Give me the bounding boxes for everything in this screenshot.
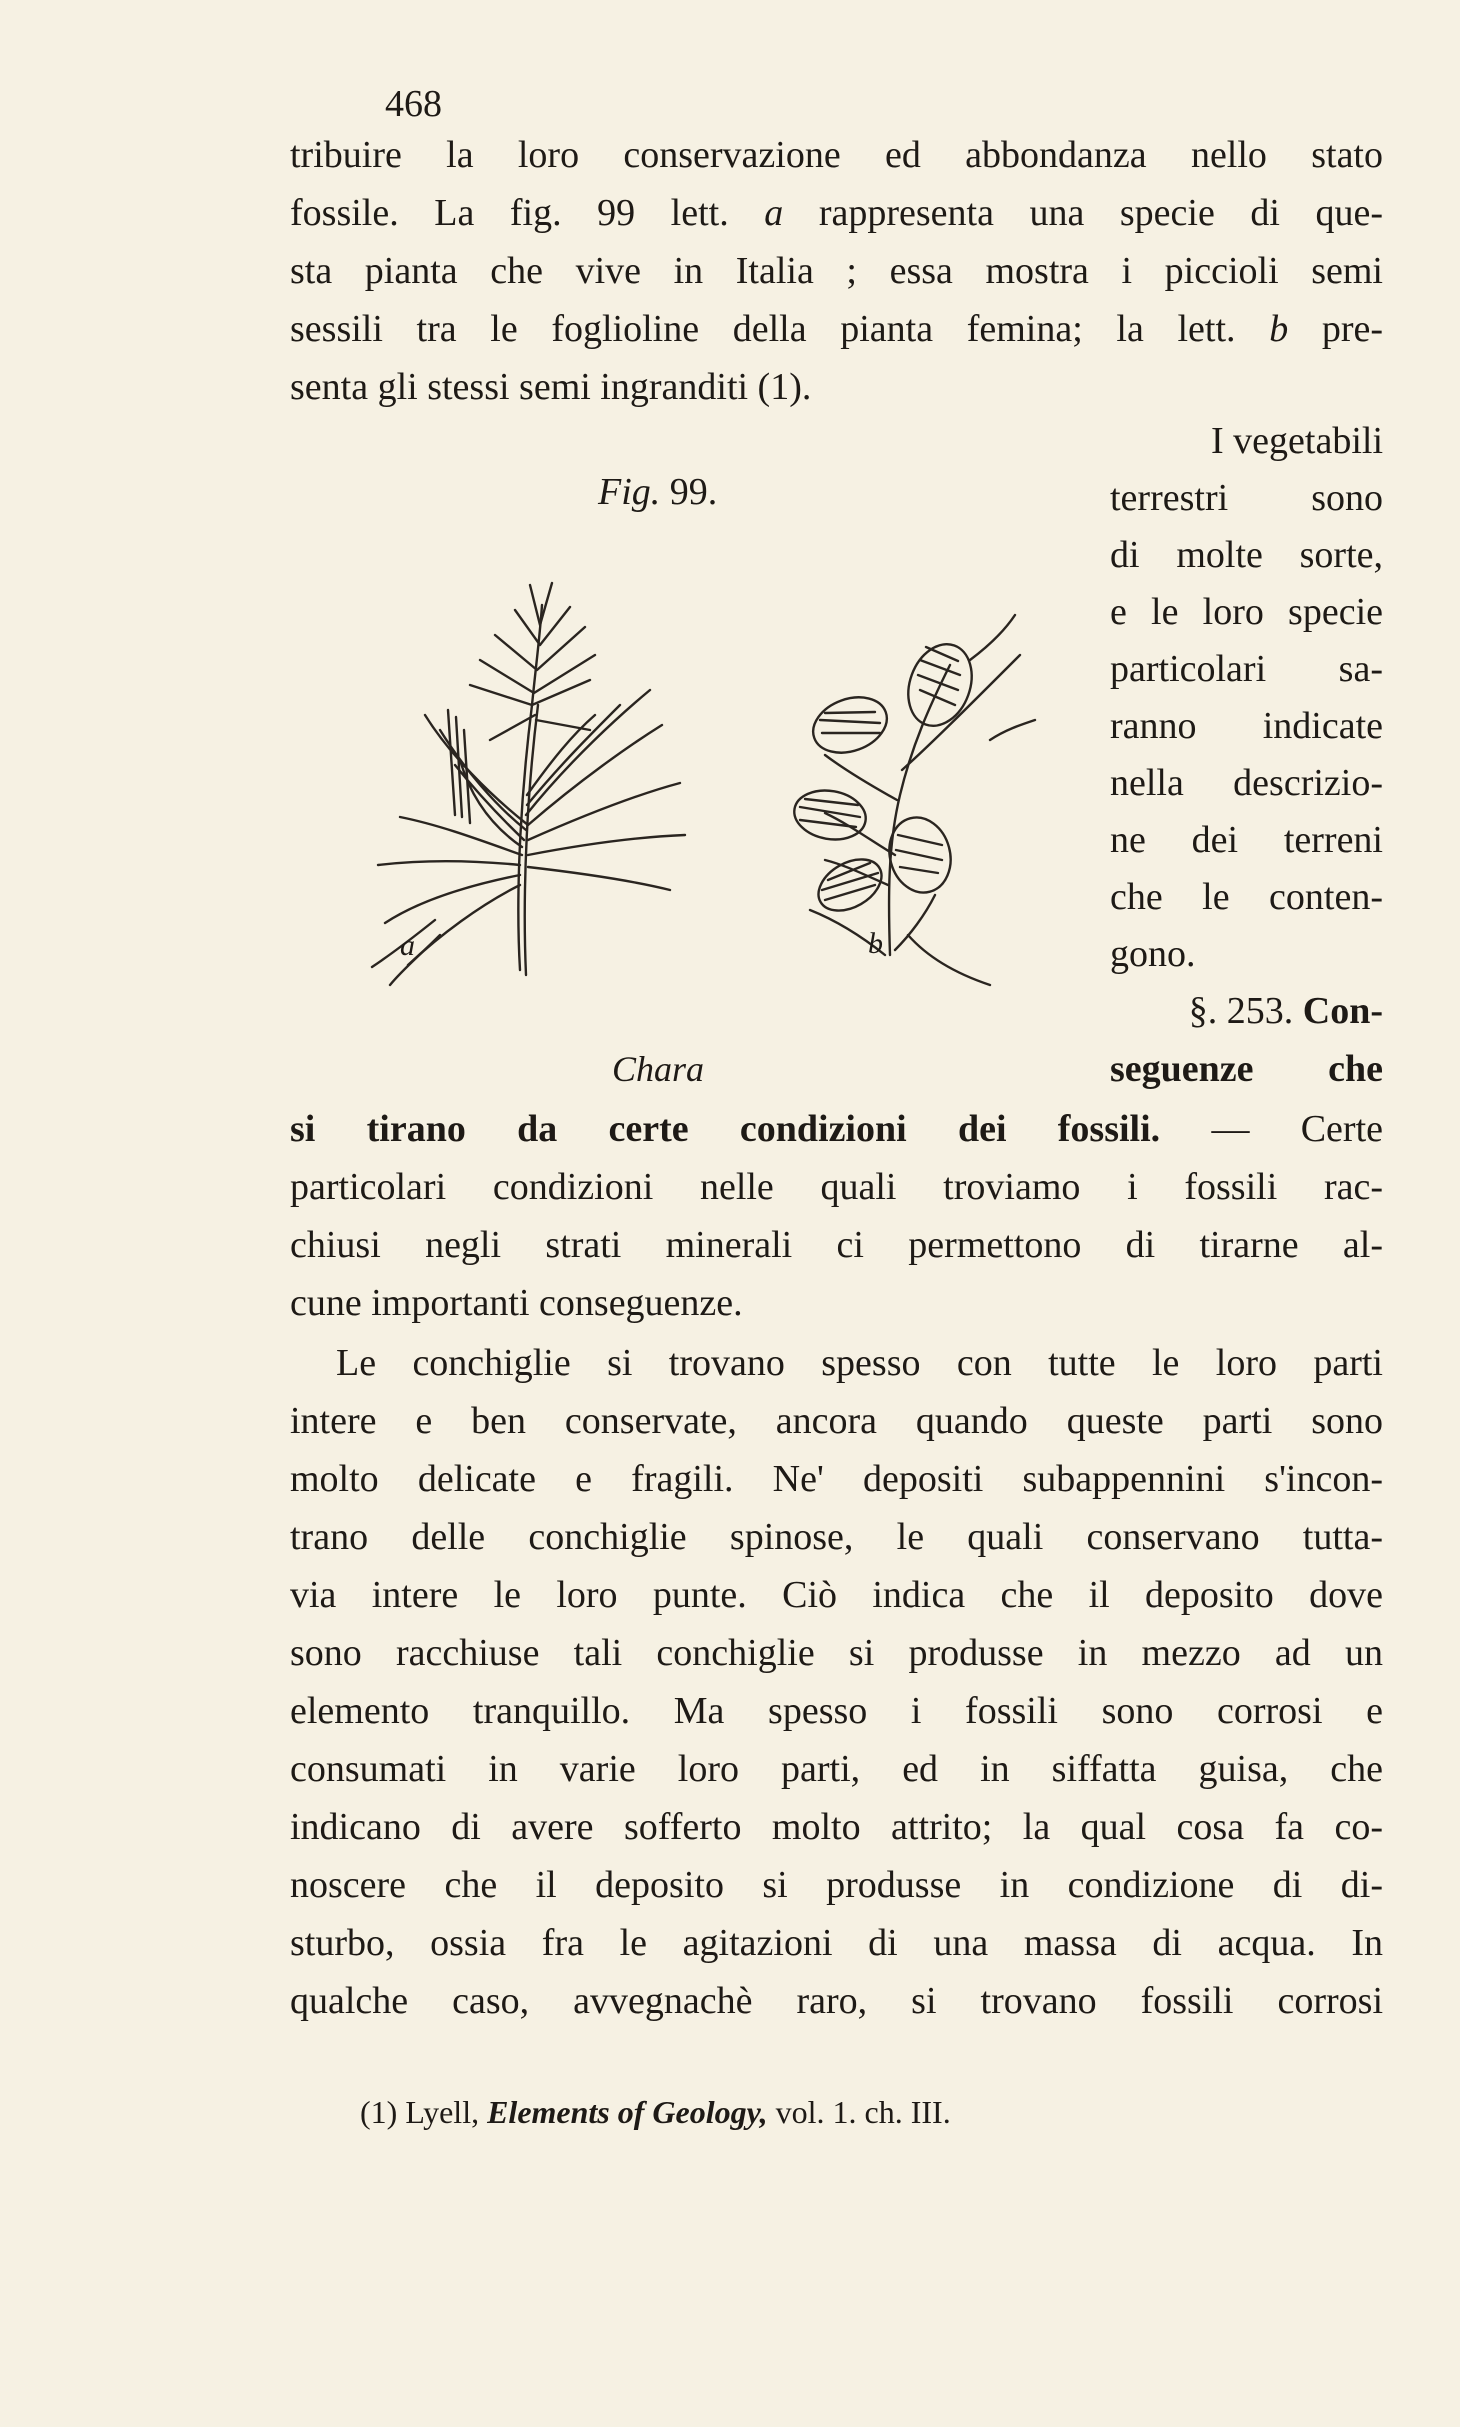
chara-illustration <box>290 555 1050 1025</box>
text-line: fossile. La fig. 99 lett. a rappresenta una specie di que- <box>290 192 1383 234</box>
figure-letter-a: a <box>764 192 784 234</box>
column-line: I vegetabili <box>1211 420 1383 462</box>
column-line: e le loro specie <box>1110 591 1383 633</box>
text-line: noscere che il deposito si produsse in condizione di di- <box>290 1864 1383 1906</box>
text-line: via intere le loro punte. Ciò indica che il deposito dove <box>290 1574 1383 1616</box>
section-heading-line: seguenze che <box>1110 1048 1383 1090</box>
figure-letter-b: b <box>1269 308 1289 350</box>
column-line: terrestri sono <box>1110 477 1383 519</box>
text-line: intere e ben conservate, ancora quando queste parti sono <box>290 1400 1383 1442</box>
page-number: 468 <box>385 83 442 125</box>
column-line: gono. <box>1110 933 1196 975</box>
text-line: elemento tranquillo. Ma spesso i fossili sono corrosi e <box>290 1690 1383 1732</box>
text-line: senta gli stessi semi ingranditi (1). <box>290 366 812 408</box>
section-number-line <box>1110 992 1383 1030</box>
figure-label-b: b <box>868 927 883 960</box>
column-line: di molte sorte, <box>1110 534 1383 576</box>
figure-label: Fig. 99. <box>598 471 718 513</box>
column-line: particolari sa- <box>1110 648 1383 690</box>
text-line: qualche caso, avvegnachè raro, si trovano fossili corrosi <box>290 1980 1383 2022</box>
text-line: Le conchiglie si trovano spesso con tutte le loro parti <box>336 1342 1383 1384</box>
text-line: chiusi negli strati minerali ci permettono di tirarne al- <box>290 1224 1383 1266</box>
plant-a-drawing <box>372 583 685 985</box>
text-line: sturbo, ossia fra le agitazioni di una massa di acqua. In <box>290 1922 1383 1964</box>
section-number: §. 253. <box>1188 990 1294 1032</box>
plant-b-drawing <box>790 615 1035 985</box>
text-line: trano delle conchiglie spinose, le quali conservano tutta- <box>290 1516 1383 1558</box>
column-line: ne dei terreni <box>1110 819 1383 861</box>
text-line: molto delicate e fragili. Ne' depositi subappennini s'incon- <box>290 1458 1383 1500</box>
text-line: consumati in varie loro parti, ed in siffatta guisa, che <box>290 1748 1383 1790</box>
section-heading-line: si tirano da certe condizioni dei fossili. — Certe <box>290 1108 1383 1150</box>
text-line: sessili tra le foglioline della pianta femina; la lett. b pre- <box>290 308 1384 350</box>
text-line: cune importanti conseguenze. <box>290 1282 743 1324</box>
column-line: nella descrizio- <box>1110 762 1383 804</box>
footnote-title: Elements of Geology, <box>487 2094 768 2130</box>
footnote: (1) Lyell, Elements of Geology, vol. 1. ch. III. <box>360 2094 951 2130</box>
text-line: sono racchiuse tali conchiglie si produsse in mezzo ad un <box>290 1632 1383 1674</box>
text-line: particolari condizioni nelle quali troviamo i fossili rac- <box>290 1166 1383 1208</box>
text-line: tribuire la loro conservazione ed abbondanza nello stato <box>290 134 1383 176</box>
column-line: ranno indicate <box>1110 705 1383 747</box>
text-line: indicano di avere sofferto molto attrito; la qual cosa fa co- <box>290 1806 1383 1848</box>
section-heading-rest: si tirano da certe condizioni dei fossili. <box>290 1108 1161 1150</box>
section-heading-start: Con- <box>1302 990 1383 1032</box>
figure-label-a: a <box>400 929 415 962</box>
column-line: che le conten- <box>1110 876 1383 918</box>
figure-caption: Chara <box>612 1049 705 1089</box>
text-line: sta pianta che vive in Italia ; essa mostra i piccioli semi <box>290 250 1383 292</box>
